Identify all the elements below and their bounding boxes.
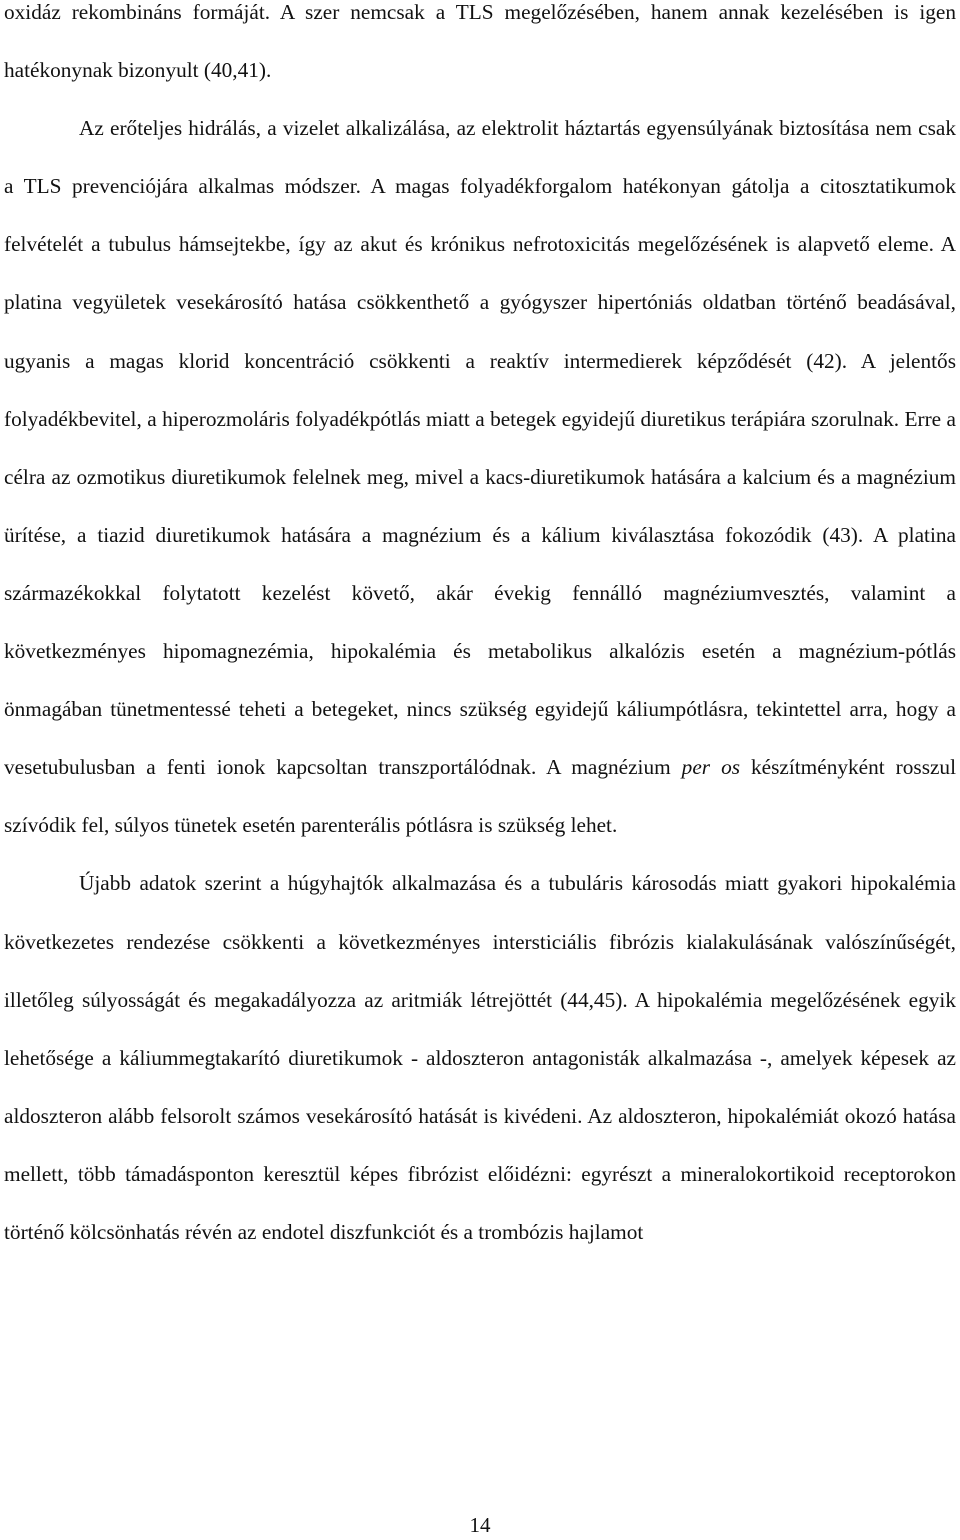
paragraph-2-text-part-1: Az erőteljes hidrálás, a vizelet alkalizálása, az elektrolit háztartás egyensúlyának biztosítása nem csak a TLS prevenciójára alkalmas módszer. A magas folyadékforgalom hatékonyan gátolja a citosztatikumok felvételét a tubulus hámsejtekbe, így az akut és krónikus nefrotoxicitás megelőzésének is alapvető eleme. A platina vegyületek vesekárosító hatása csökkenthető a gyógyszer hipertóniás oldatban történő beadásával, ugyanis a magas klorid koncentráció csökkenti a reaktív intermedierek képződését (42). A jelentős folyadékbevitel, a hiperozmoláris folyadékpótlás miatt a betegek egyidejű diuretikus terápiára szorulnak. Erre a célra az ozmotikus diuretikumok felelnek meg, mivel a kacs-diuretikumok hatására a kalcium és a magnézium ürítése, a tiazid diuretikumok hatására a magnézium és a kálium kiválasztása fokozódik (43). A platina származékokkal folytatott kezelést követő, akár évekig fennálló magnéziumvesztés, valamint a következményes hipomagnezémia, hipokalémia és metabolikus alkalózis esetén a magnézium-pótlás önmagában tünetmentessé teheti a betegeket, nincs szükség egyidejű káliumpótlásra, tekintettel arra, hogy a vesetubulusban a fenti ionok kapcsoltan transzportálódnak. A magnézium xyxy=(4,116,956,780)
page-number: 14 xyxy=(469,1513,491,1537)
paragraph-2-text-part-2: készítményként rosszul szívódik fel, súlyos tünetek esetén parenterális pótlásra is szükség lehet. xyxy=(4,755,956,838)
paragraph-3 xyxy=(4,854,956,1261)
document-page xyxy=(4,0,956,1261)
paragraph-2 xyxy=(4,99,956,854)
paragraph-1-text: oxidáz rekombináns formáját. A szer nemcsak a TLS megelőzésében, hanem annak kezelésében is igen hatékonynak bizonyult (40,41). xyxy=(4,0,956,83)
paragraph-1 xyxy=(4,0,956,99)
paragraph-3-text: Újabb adatok szerint a húgyhajtók alkalmazása és a tubuláris károsodás miatt gyakori hipokalémia következetes rendezése csökkenti a következményes intersticiális fibrózis kialakulásának valószínűségét, illetőleg súlyosságát és megakadályozza az aritmiák létrejöttét (44,45). A hipokalémia megelőzésének egyik lehetősége a káliummegtakarító diuretikumok - aldoszteron antagonisták alkalmazása -, amelyek képesek az aldoszteron alább felsorolt számos vesekárosító hatását is kivédeni. Az aldoszteron, hipokalémiát okozó hatása mellett, több támadásponton keresztül képes fibrózist előidézni: egyrészt a mineralokortikoid receptorokon történő kölcsönhatás révén az endotel diszfunkciót és a trombózis hajlamot xyxy=(4,871,956,1244)
paragraph-2-italic-term: per os xyxy=(681,755,740,780)
